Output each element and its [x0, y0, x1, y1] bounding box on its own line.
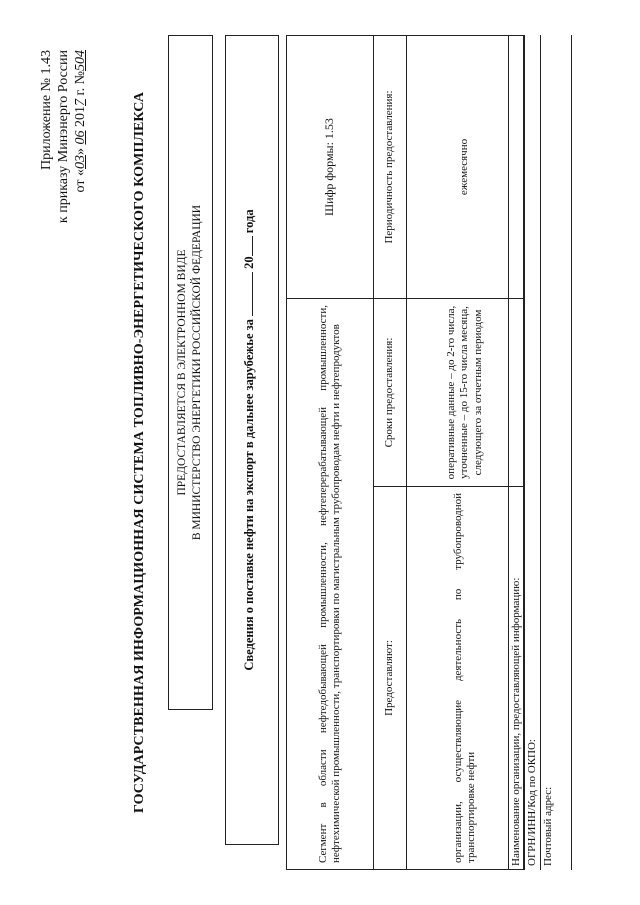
year-blank [252, 236, 253, 256]
header-submitters: Предоставляют: [374, 487, 407, 870]
appendix-month: 06 [73, 130, 88, 145]
segment-cell: Сегмент в области нефтедобывающей промышленности, нефтеперерабатывающей промышленности, нефтехимической промышленности, транспортировки по магистральным трубопроводам нефти и нефтепродуктов [287, 299, 374, 870]
system-title: ГОСУДАРСТВЕННАЯ ИНФОРМАЦИОННАЯ СИСТЕМА ТОПЛИВНО-ЭНЕРГЕТИЧЕСКОГО КОМПЛЕКСА [132, 91, 147, 814]
report-title-box [225, 35, 279, 845]
appendix-order-number: 504 [73, 50, 88, 71]
appendix-number: Приложение № 1.43 [39, 50, 54, 170]
submission-line-2: В МИНИСТЕРСТВО ЭНЕРГЕТИКИ РОССИЙСКОЙ ФЕДЕРАЦИИ [191, 204, 203, 541]
address-field: Почтовый адрес: [541, 35, 572, 870]
appendix-order: к приказу Минэнерго России [56, 50, 71, 224]
appendix-reference [38, 50, 89, 350]
submission-box [168, 35, 213, 710]
appendix-date-line: от «03» 06 2017 г. №504 [73, 50, 88, 193]
periodicity-cell: ежемесячно [407, 36, 524, 299]
header-periodicity: Периодичность предоставления: [374, 36, 407, 299]
appendix-day: 03 [73, 155, 88, 170]
ids-field: ОГРН/ИНН/Код по ОКПО: [525, 35, 541, 870]
header-deadlines: Сроки предоставления: [374, 299, 407, 487]
report-title: Сведения о поставке нефти на экспорт в дальнее зарубежье за 20 года [242, 209, 256, 671]
submitters-cell: организации, осуществляющие деятельность по трубопроводной транспортировке нефти [407, 487, 524, 870]
appendix-year-digit: 7 [73, 99, 88, 107]
footer-fields [508, 35, 572, 870]
period-blank [252, 272, 253, 316]
deadlines-cell: оперативные данные – до 2-го числа, уточненные – до 15-го числа месяца, следующего за отчетным периодом [407, 299, 524, 487]
form-code-cell: Шифр формы: 1.53 [287, 36, 374, 299]
submission-line-1: ПРЕДОСТАВЛЯЕТСЯ В ЭЛЕКТРОННОМ ВИДЕ [176, 249, 188, 496]
form-info-table [286, 35, 524, 870]
org-name-field: Наименование организации, предоставляющей информацию: [508, 35, 525, 870]
